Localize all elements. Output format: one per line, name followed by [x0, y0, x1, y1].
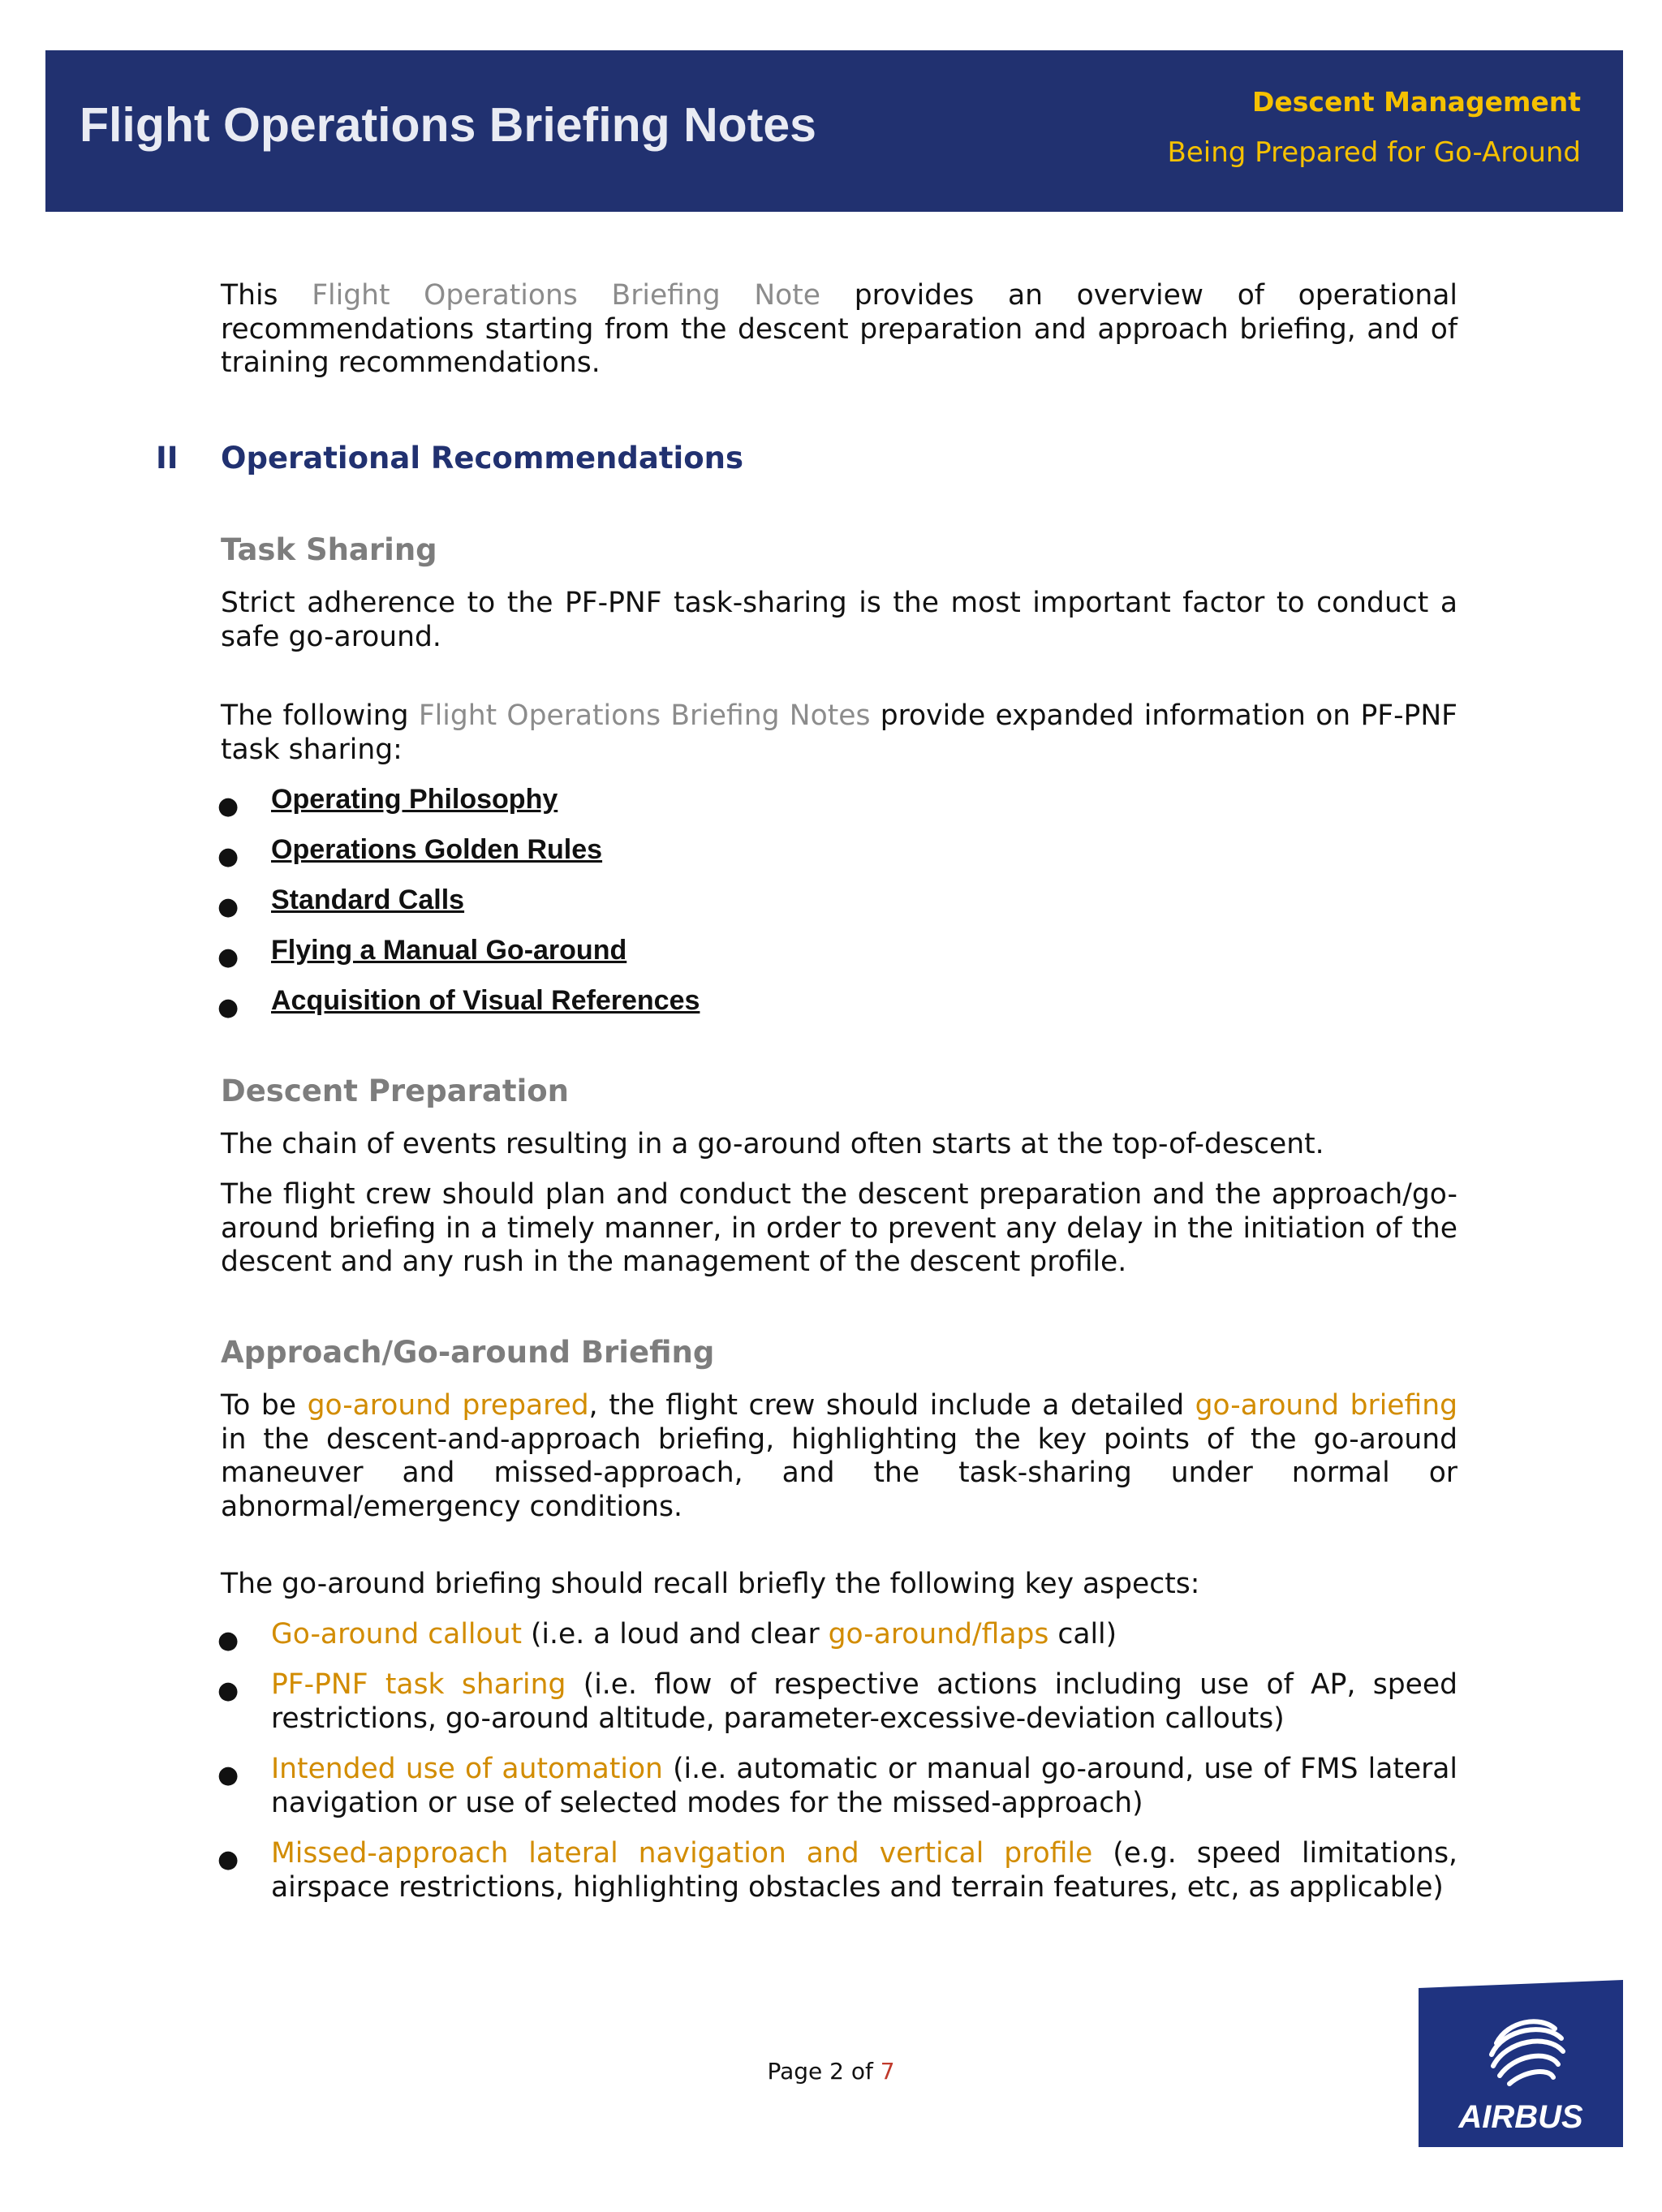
link-flying-manual-go-around[interactable]: Flying a Manual Go-around	[271, 935, 627, 966]
key-aspect-item	[271, 1668, 1457, 1736]
task-sharing-para2	[221, 699, 1457, 767]
bullet-icon: ●	[217, 1676, 239, 1705]
descent-preparation-heading: Descent Preparation	[221, 1074, 570, 1108]
bullet-icon: ●	[217, 1626, 239, 1655]
intro-paragraph	[221, 279, 1457, 381]
link-operations-golden-rules[interactable]: Operations Golden Rules	[271, 834, 603, 865]
key-aspect-label: Intended use of automation	[271, 1753, 663, 1785]
highlight-go-around-briefing: go-around briefing	[1195, 1389, 1458, 1422]
bullet-icon: ●	[217, 1761, 239, 1789]
key-aspect-label: go-around/flaps	[828, 1618, 1049, 1650]
para2-text-pre: The following	[221, 699, 409, 732]
descent-prep-para2: The flight crew should plan and conduct the descent preparation and the approach/go-around briefing in a timely manner, in order to prevent any delay in the initiation of the descent and any rush in the management of the descent profile.	[221, 1178, 1457, 1278]
text-segment: (i.e. a loud and clear	[530, 1618, 820, 1650]
section-title: Operational Recommendations	[221, 441, 743, 476]
text-segment: , the flight crew should include a detailed	[588, 1389, 1185, 1422]
link-acquisition-visual-references[interactable]: Acquisition of Visual References	[271, 985, 700, 1016]
header-subtopic: Being Prepared for Go-Around	[1167, 136, 1581, 169]
document-title: Flight Operations Briefing Notes	[80, 98, 816, 152]
highlight-go-around-prepared: go-around prepared	[307, 1389, 589, 1422]
page-label: Page 2 of	[767, 2058, 873, 2085]
key-aspect-item	[271, 1837, 1457, 1904]
bullet-icon: ●	[217, 1845, 239, 1874]
section-number: II	[156, 441, 179, 476]
svg-text:AIRBUS: AIRBUS	[1458, 2099, 1583, 2135]
key-aspect-label: Missed-approach lateral navigation and vertical profile	[271, 1837, 1093, 1870]
text-segment: (e.g. speed limitations, airspace restrictions, highlighting obstacles and terrain features, etc, as applicable)	[271, 1837, 1458, 1904]
intro-text-post: provides an overview of operational recommendations starting from the descent preparation and approach briefing, and of training recommendations.	[221, 279, 1458, 379]
text-segment: (i.e. flow of respective actions including use of AP, speed restrictions, go-around altitude, parameter-excessive-deviation callouts)	[271, 1668, 1458, 1735]
key-aspect-item	[271, 1753, 1457, 1820]
intro-reference: Flight Operations Briefing Note	[312, 279, 821, 312]
text-segment: (i.e. automatic or manual go-around, use of FMS lateral navigation or use of selected modes for the missed-approach)	[271, 1753, 1457, 1819]
text-segment: To be	[221, 1389, 296, 1422]
text-segment: in the descent-and-approach briefing, highlighting the key points of the go-around maneuver and missed-approach, and the task-sharing under normal or abnormal/emergency conditions.	[221, 1422, 1457, 1523]
approach-briefing-heading: Approach/Go-around Briefing	[221, 1335, 715, 1370]
descent-prep-para1: The chain of events resulting in a go-around often starts at the top-of-descent.	[221, 1128, 1324, 1160]
approach-briefing-para2: The go-around briefing should recall briefly the following key aspects:	[221, 1568, 1200, 1600]
para2-text-post: provide expanded information on PF-PNF task sharing:	[221, 699, 1457, 766]
bullet-icon: ●	[217, 792, 239, 820]
text-segment: call)	[1057, 1618, 1117, 1650]
key-aspect-item	[271, 1618, 1457, 1652]
bullet-icon: ●	[217, 993, 239, 1022]
intro-text-pre: This	[221, 279, 278, 312]
header-topic: Descent Management	[1251, 86, 1581, 118]
key-aspect-label: PF-PNF task sharing	[271, 1668, 566, 1701]
bullet-icon: ●	[217, 943, 239, 971]
document-header	[45, 50, 1623, 212]
page-number	[0, 2058, 1662, 2085]
task-sharing-para1: Strict adherence to the PF-PNF task-sharing is the most important factor to conduct a safe go-around.	[221, 587, 1457, 653]
link-standard-calls[interactable]: Standard Calls	[271, 884, 465, 915]
bullet-icon: ●	[217, 893, 239, 921]
para2-reference: Flight Operations Briefing Notes	[418, 699, 871, 732]
approach-briefing-para1	[221, 1389, 1457, 1524]
task-sharing-heading: Task Sharing	[221, 532, 437, 567]
page-total: 7	[880, 2058, 895, 2085]
bullet-icon: ●	[217, 842, 239, 871]
link-operating-philosophy[interactable]: Operating Philosophy	[271, 784, 558, 815]
key-aspect-label: Go-around callout	[271, 1618, 522, 1650]
airbus-logo	[1419, 1980, 1623, 2147]
